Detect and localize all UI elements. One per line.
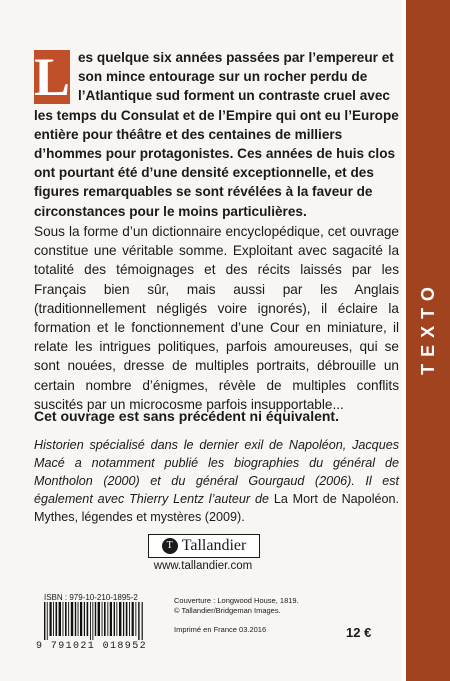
author-bio xyxy=(34,436,399,526)
printed-in: Imprimé en France 03.2016 xyxy=(174,625,267,634)
intro-text: es quelque six années passées par l’empereur et son mince entourage sur un rocher perdu de l’Atlantique sud forment un contraste cruel avec les temps du Consulat et de l’Empire qui ont eu l’Europe entière pour théâtre et des centaines de milliers d’hommes pour protagonistes. Ces années de huis clos ont pourtant été d’une densité exceptionnelle, et des figures remarquables se sont révélées à la faveur de circonstances pour le moins particulières. xyxy=(34,50,399,219)
credit-line-2: © Tallandier/Bridgeman Images. xyxy=(174,606,281,615)
spine-label xyxy=(412,272,444,382)
publisher-website[interactable]: www.tallandier.com xyxy=(153,560,253,572)
spine-label-text: TEXTO xyxy=(417,279,438,375)
isbn-label: ISBN : 979-10-210-1895-2 xyxy=(44,593,138,602)
publisher-logo xyxy=(148,534,260,558)
drop-cap: L xyxy=(34,47,71,107)
credit-line-1: Couverture : Longwood House, 1819. xyxy=(174,596,299,605)
publisher-name: Tallandier xyxy=(181,537,247,554)
author-bio-text: Historien spécialisé dans le dernier exil de Napoléon, Jacques Macé a notamment publié les biographies du général de Montholon (2000) et du général Gourgaud (2006). Il est également avec Thierry Lentz l’auteur de xyxy=(34,438,399,506)
price: 12 € xyxy=(346,625,372,640)
book-title: La Mort de Napoléon. Mythes, légendes et mystères xyxy=(34,492,399,524)
barcode-digits: 9 791021 018952 xyxy=(36,641,148,652)
tagline: Cet ouvrage est sans précédent ni équivalent. xyxy=(34,408,339,424)
intro-paragraph xyxy=(34,48,399,221)
barcode xyxy=(44,602,144,640)
cover-credits xyxy=(174,596,299,616)
publisher-logo-icon: T xyxy=(162,538,178,554)
body-paragraph: Sous la forme d’un dictionnaire encyclopédique, cet ouvrage constitue une véritable somme. Exploitant avec sagacité la totalité des témoignages et des récits laissés par les Français bien sûr, mais aussi par les Anglais (traditionnellement négligés voire ignorés), il éclaire la formation et le fonctionnement d’une Cour en miniature, il relate les intrigues politiques, parfois amoureuses, qui se sont nouées, dresse de multiples portraits, débrouille un certain nombre d’énigmes, révèle de multiples conflits suscités par un microcosme parfois insupportable... xyxy=(34,224,399,412)
book-year: (2009). xyxy=(204,510,245,524)
